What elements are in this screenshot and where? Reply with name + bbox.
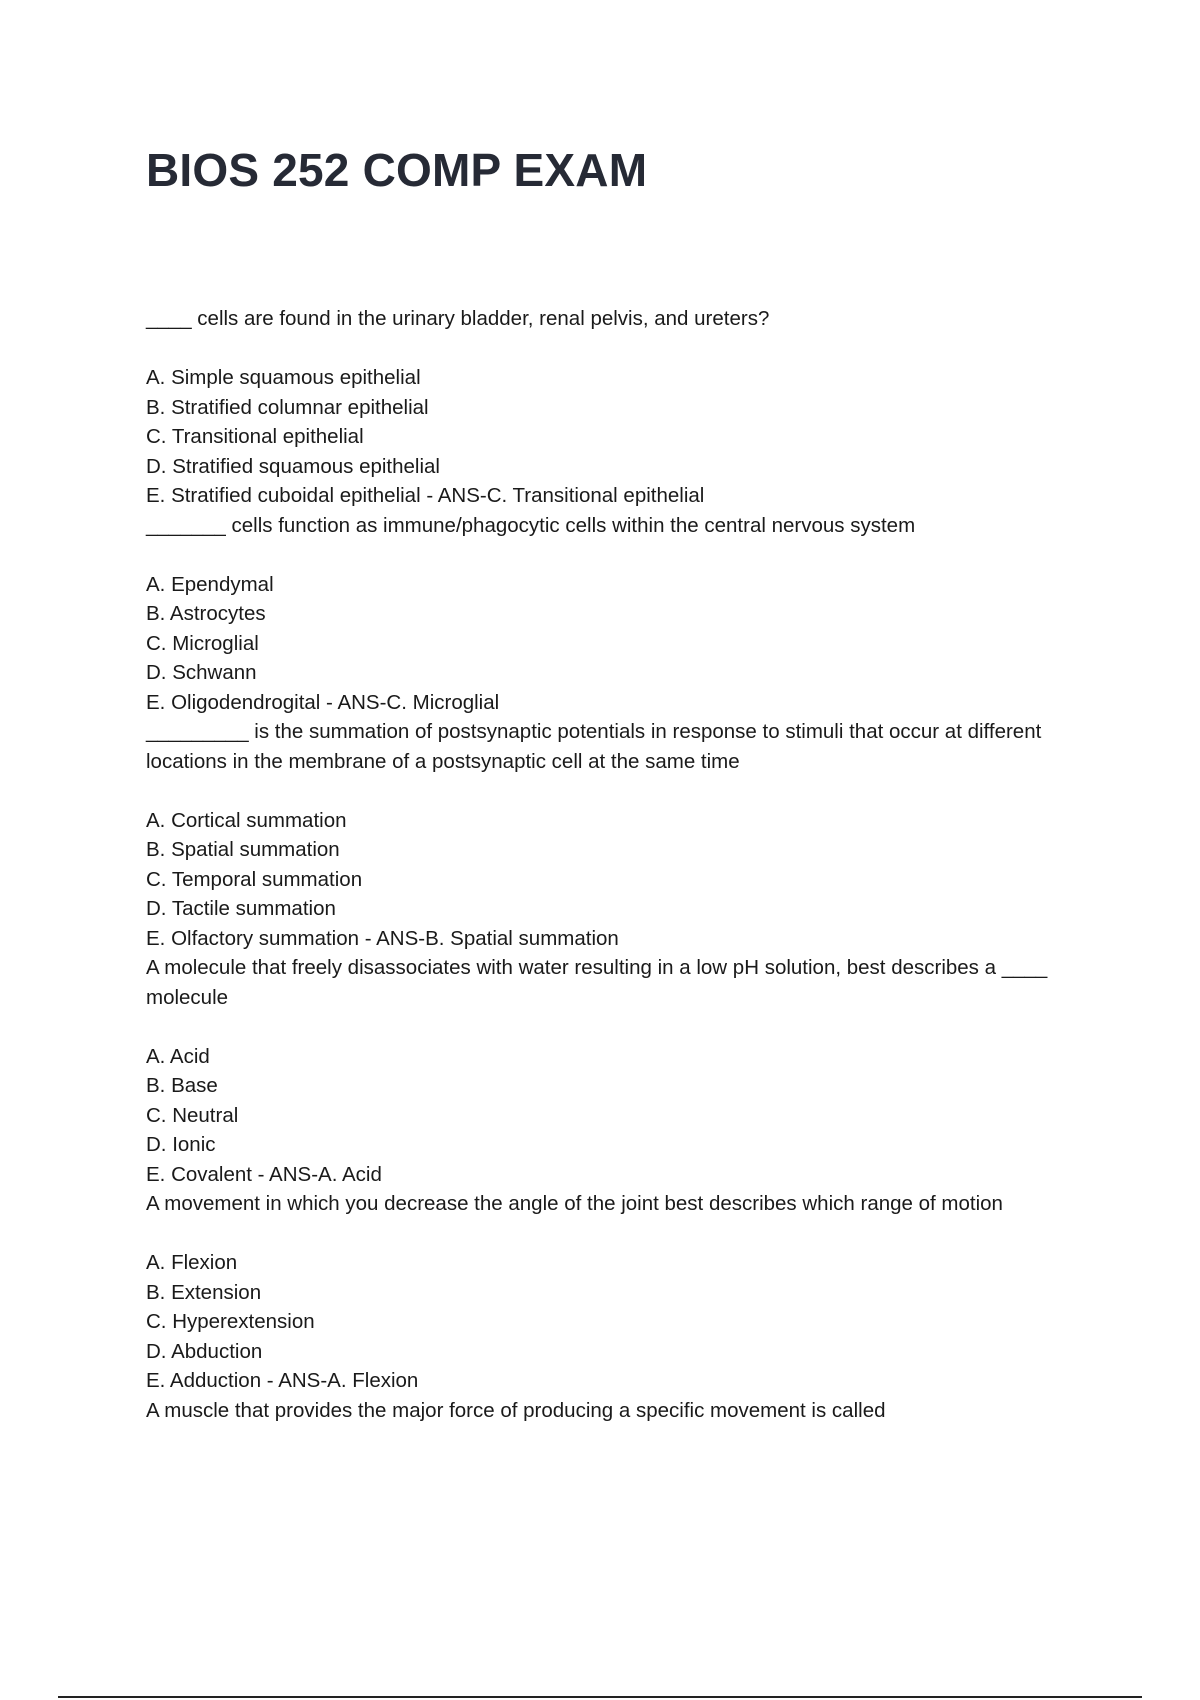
question-stem: A movement in which you decrease the angle of the joint best describes which range of motion [146,1192,1003,1215]
question-4 [146,953,1086,1189]
choice-e-with-answer: E. Covalent - ANS-A. Acid [146,1162,382,1186]
choice-e-with-answer: E. Stratified cuboidal epithelial - ANS-C. Transitional epithelial [146,484,705,507]
choice-a: A. Ependymal [146,572,274,596]
question-2 [146,511,1086,718]
question-1 [146,304,1086,511]
choice-e-with-answer: E. Adduction - ANS-A. Flexion [146,1369,419,1392]
question-6 [146,1396,1086,1426]
question-3 [146,717,1086,953]
choice-a: A. Acid [146,1044,210,1068]
question-stem: A muscle that provides the major force of producing a specific movement is called [146,1398,886,1422]
question-stem: _________ is the summation of postsynaptic potentials in response to stimuli that occur at different locations in the membrane of a postsynaptic cell at the same time [146,720,1042,773]
page-title: BIOS 252 COMP EXAM [146,144,648,196]
question-stem: A molecule that freely disassociates with water resulting in a low pH solution, best describes a ____ molecule [146,956,1048,1009]
choice-d: D. Stratified squamous epithelial [146,454,440,478]
exam-content [146,304,1086,1425]
choice-c: C. Transitional epithelial [146,425,364,448]
choice-c: C. Temporal summation [146,867,363,891]
choice-b: B. Base [146,1074,218,1097]
choice-c: C. Microglial [146,631,259,655]
choice-d: D. Tactile summation [146,897,336,920]
choice-a: A. Simple squamous epithelial [146,366,421,389]
choice-list [146,363,1086,511]
choice-list [146,570,1086,718]
choice-e-with-answer: E. Olfactory summation - ANS-B. Spatial summation [146,926,619,950]
choice-d: D. Schwann [146,661,257,684]
choice-c: C. Hyperextension [146,1310,315,1333]
question-stem: ____ cells are found in the urinary bladder, renal pelvis, and ureters? [146,307,770,330]
choice-e-with-answer: E. Oligodendrogital - ANS-C. Microglial [146,690,500,714]
question-5 [146,1189,1086,1396]
choice-list [146,1248,1086,1396]
choice-d: D. Ionic [146,1133,216,1156]
choice-list [146,1042,1086,1190]
choice-b: B. Stratified columnar epithelial [146,395,429,419]
choice-a: A. Flexion [146,1251,238,1274]
question-stem: _______ cells function as immune/phagocytic cells within the central nervous system [146,513,916,537]
choice-list [146,806,1086,954]
choice-b: B. Extension [146,1280,262,1304]
footer-divider [58,1696,1142,1698]
choice-b: B. Spatial summation [146,838,340,861]
choice-d: D. Abduction [146,1339,263,1363]
choice-a: A. Cortical summation [146,808,347,832]
choice-c: C. Neutral [146,1103,239,1127]
choice-b: B. Astrocytes [146,602,266,625]
